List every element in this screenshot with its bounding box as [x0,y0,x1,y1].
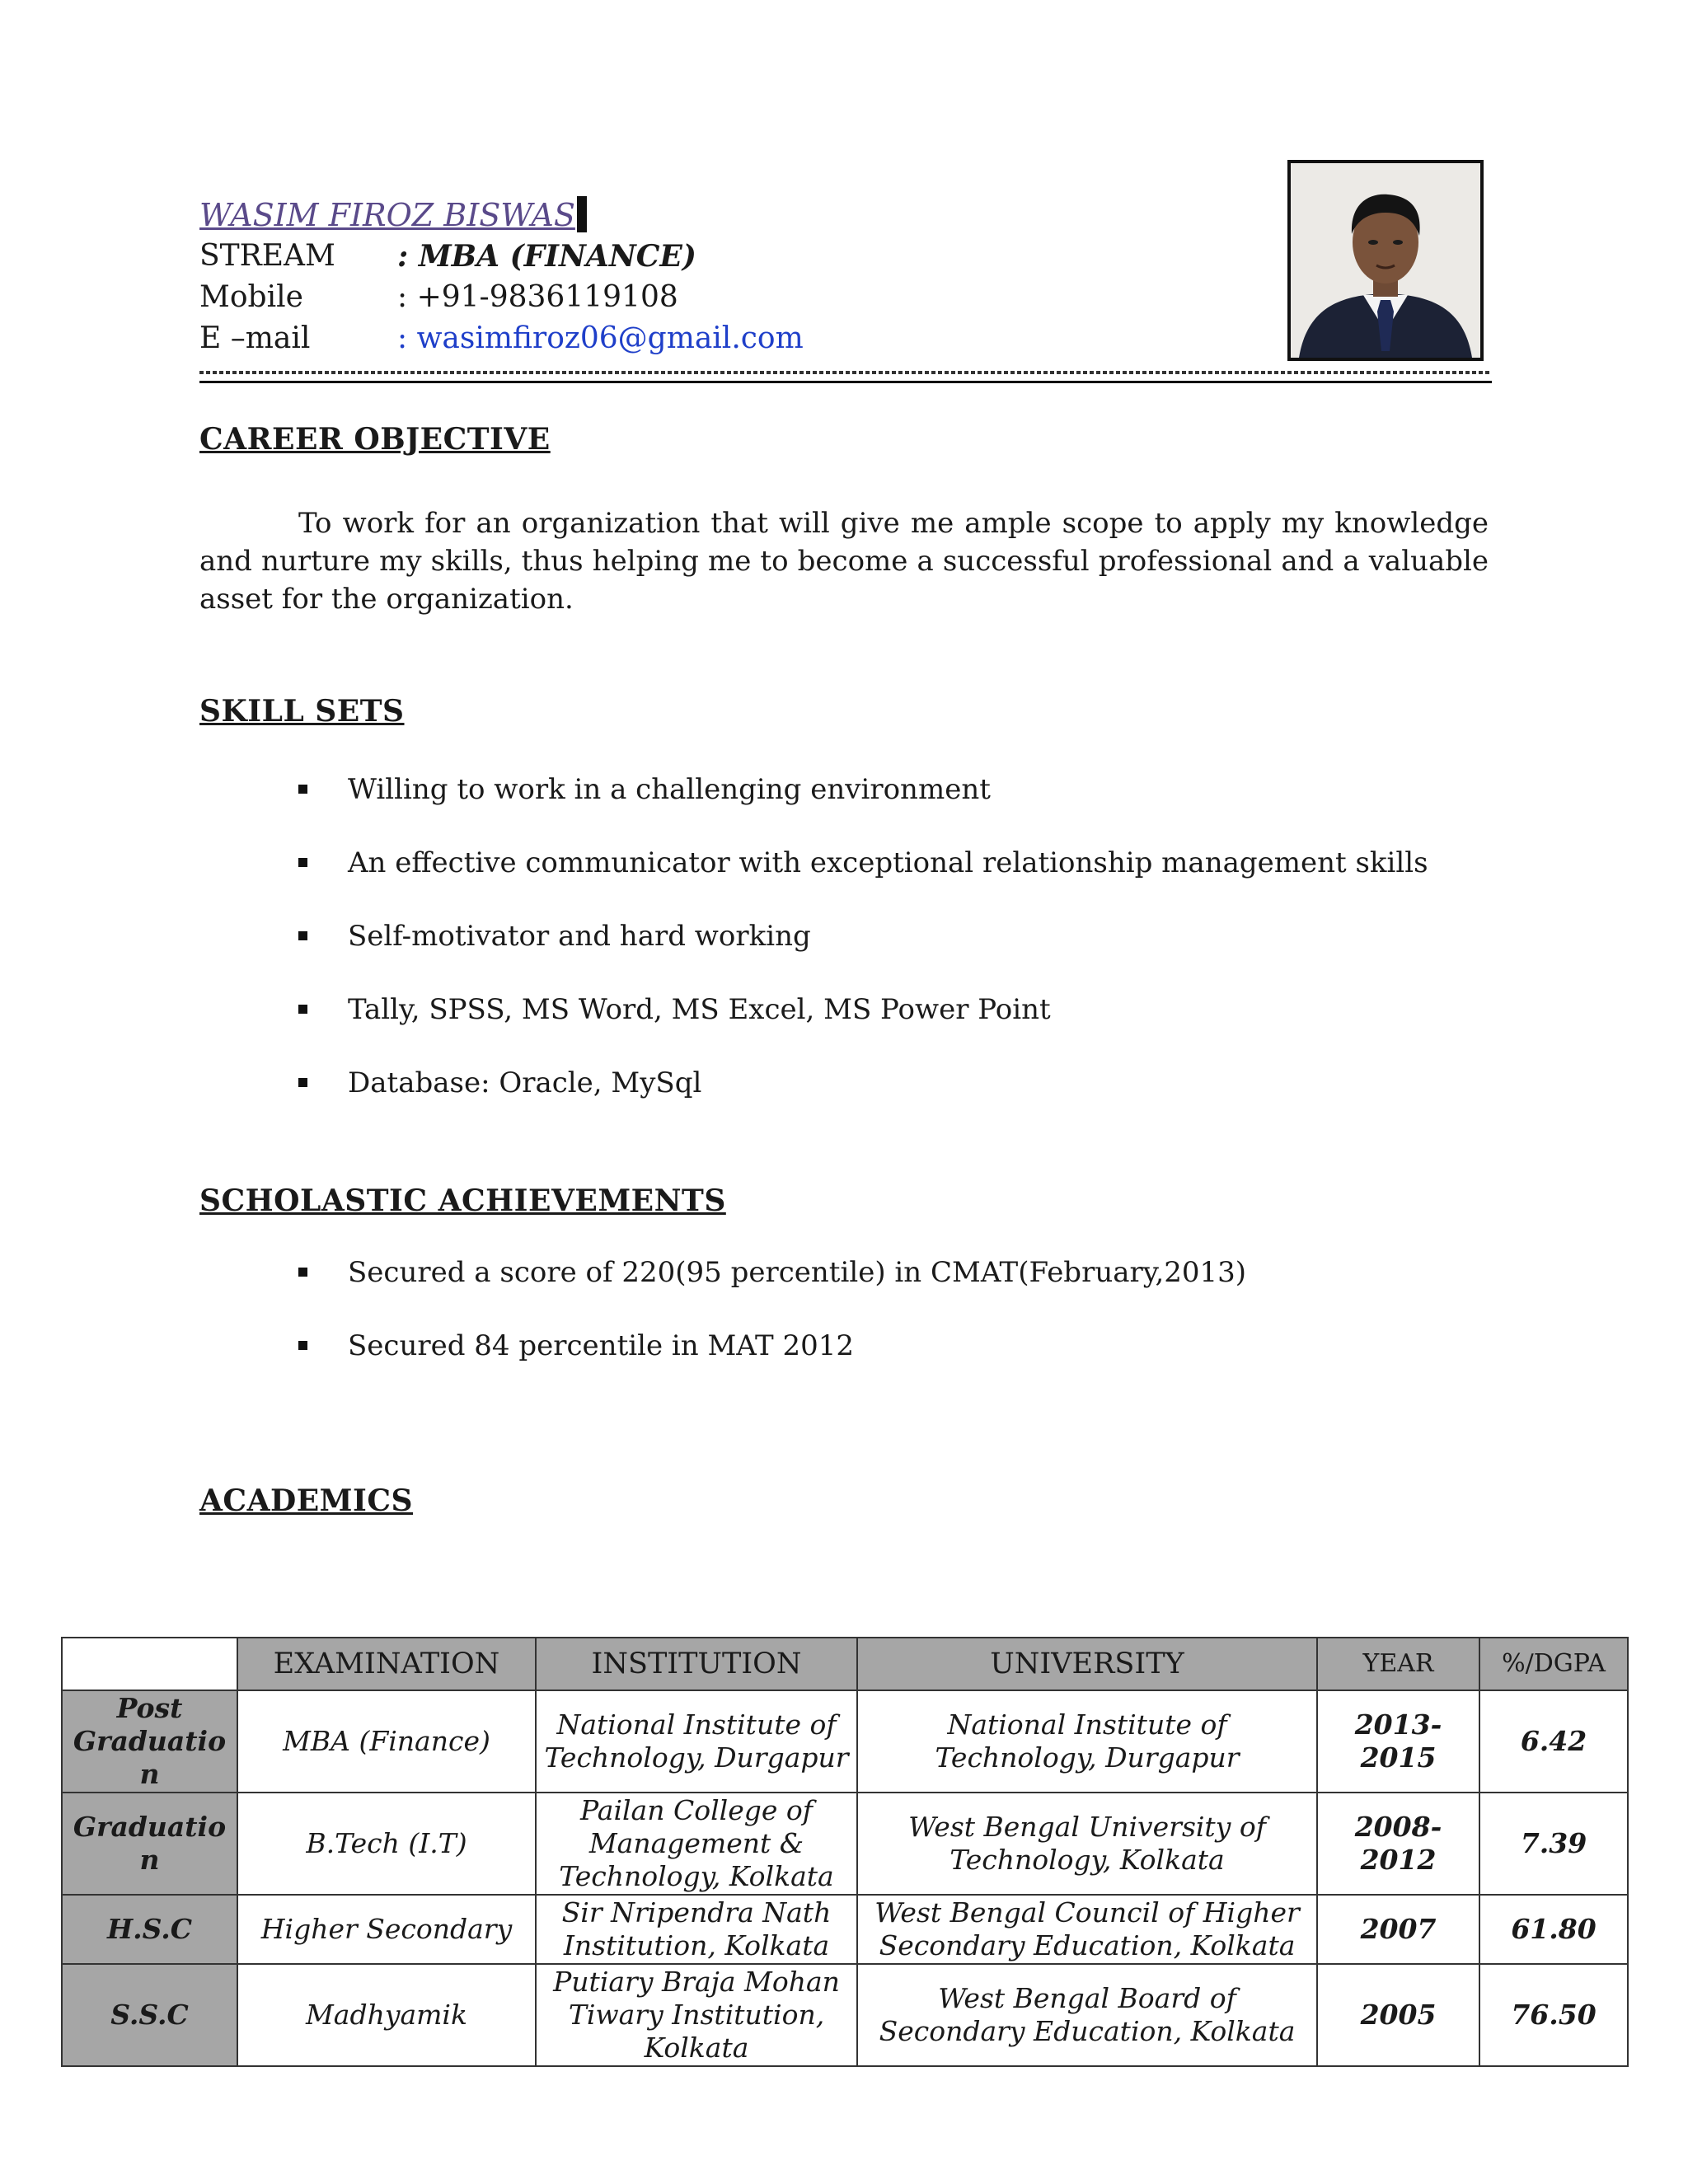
table-row [62,1964,1628,2066]
candidate-name-text: WASIM FIROZ BISWAS [199,197,575,233]
skill-sets-list [298,773,1428,1140]
list-item: Secured a score of 220(95 percentile) in CMAT(February,2013) [298,1256,1246,1329]
examination-cell: B.Tech (I.T) [237,1793,536,1895]
column-header-stage [62,1638,237,1690]
column-header-year: YEAR [1317,1638,1479,1690]
university-cell: National Institute of Technology, Durgapur [857,1690,1317,1793]
profile-photo-illustration [1291,163,1480,358]
table-header-row [62,1638,1628,1690]
academics-heading: ACADEMICS [199,1483,414,1518]
skill-sets-heading: SKILL SETS [199,694,405,729]
stage-cell: H.S.C [62,1895,237,1964]
list-item: Tally, SPSS, MS Word, MS Excel, MS Power Point [298,993,1428,1066]
examination-cell: Higher Secondary [237,1895,536,1964]
candidate-name [199,196,587,233]
text-cursor [577,196,587,232]
year-cell: 2013-2015 [1317,1690,1479,1793]
stage-cell: Graduatio n [62,1793,237,1895]
institution-cell: Pailan College of Management & Technology, Kolkata [536,1793,857,1895]
list-item: Self-motivator and hard working [298,920,1428,993]
stage-cell: S.S.C [62,1964,237,2066]
score-cell: 61.80 [1479,1895,1628,1964]
column-header-score: %/DGPA [1479,1638,1628,1690]
profile-photo [1287,160,1484,361]
career-objective-heading: CAREER OBJECTIVE [199,422,551,457]
institution-cell: Putiary Braja Mohan Tiwary Institution, Kolkata [536,1964,857,2066]
university-cell: West Bengal Council of Higher Secondary Education, Kolkata [857,1895,1317,1964]
stream-value-text: : MBA (FINANCE) [397,239,696,274]
score-cell: 6.42 [1479,1690,1628,1793]
list-item: Willing to work in a challenging environment [298,773,1428,846]
email-label: E –mail [199,321,311,355]
table-row [62,1690,1628,1793]
table-row [62,1895,1628,1964]
column-header-examination: EXAMINATION [237,1638,536,1690]
list-item: Database: Oracle, MySql [298,1066,1428,1140]
scholastic-achievements-list [298,1256,1246,1403]
email-link[interactable]: : wasimfiroz06@gmail.com [397,321,804,355]
university-cell: West Bengal University of Technology, Kolkata [857,1793,1317,1895]
column-header-institution: INSTITUTION [536,1638,857,1690]
stream-label: STREAM [199,239,335,273]
scholastic-achievements-heading: SCHOLASTIC ACHIEVEMENTS [199,1183,726,1218]
academics-table [61,1637,1629,2067]
header-dashed-divider [199,371,1492,374]
examination-cell: Madhyamik [237,1964,536,2066]
column-header-university: UNIVERSITY [857,1638,1317,1690]
career-objective-text: To work for an organization that will give me ample scope to apply my knowledge and nurture my skills, thus helping me to become a successful professional and a valuable asset for the organization. [199,507,1489,616]
examination-cell: MBA (Finance) [237,1690,536,1793]
mobile-value: : +91-9836119108 [397,280,678,314]
year-cell: 2008-2012 [1317,1793,1479,1895]
stream-value [397,236,696,278]
university-cell: West Bengal Board of Secondary Education, Kolkata [857,1964,1317,2066]
table-row [62,1793,1628,1895]
list-item: Secured 84 percentile in MAT 2012 [298,1329,1246,1403]
year-cell: 2005 [1317,1964,1479,2066]
mobile-label: Mobile [199,280,303,314]
list-item: An effective communicator with exceptional relationship management skills [298,846,1428,920]
header-solid-divider [199,381,1492,383]
score-cell: 76.50 [1479,1964,1628,2066]
score-cell: 7.39 [1479,1793,1628,1895]
stage-cell: Post Graduatio n [62,1690,237,1793]
year-cell: 2007 [1317,1895,1479,1964]
institution-cell: National Institute of Technology, Durgapur [536,1690,857,1793]
institution-cell: Sir Nripendra Nath Institution, Kolkata [536,1895,857,1964]
